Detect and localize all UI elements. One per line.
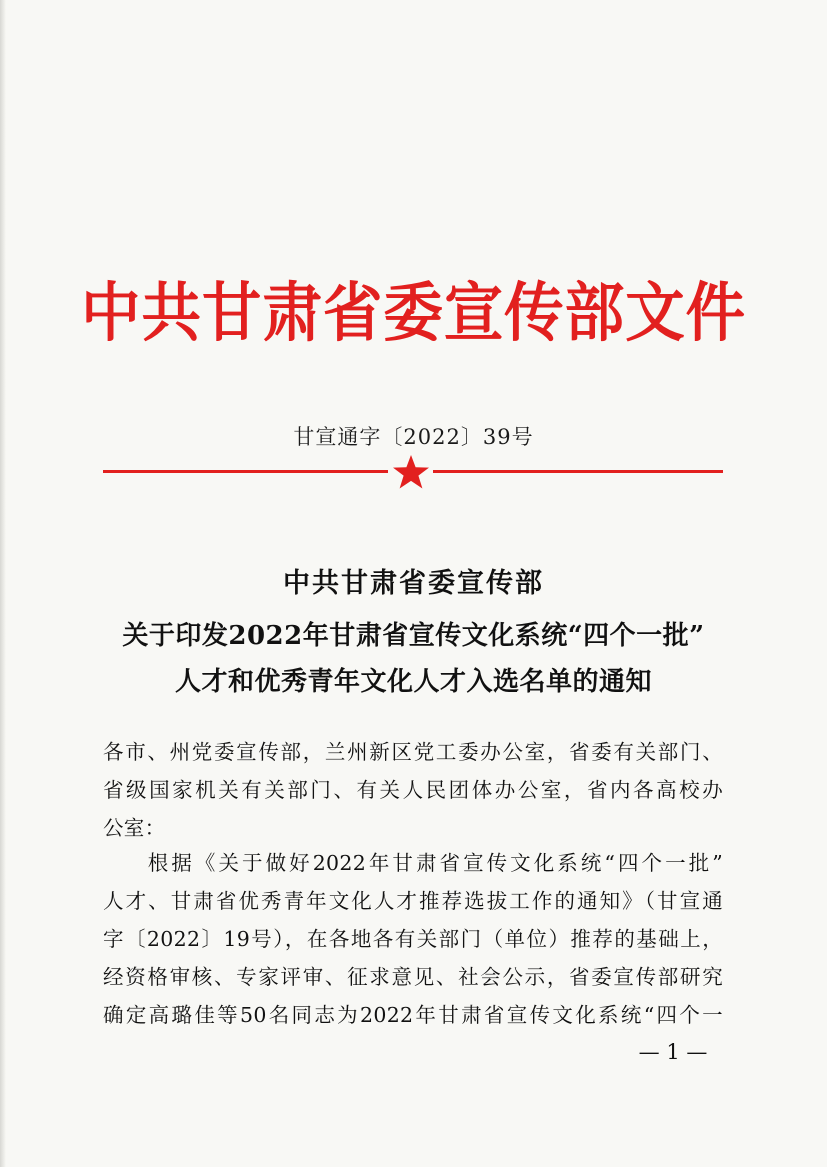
addressee-line: 公室：: [103, 816, 166, 840]
paragraph-line: [103, 844, 723, 882]
page-number: — 1 —: [638, 1040, 708, 1064]
notice-issuer: 中共甘肃省委宣传部: [283, 568, 544, 599]
notice-subject-line-2: 人才和优秀青年文化人才入选名单的通知: [174, 667, 652, 697]
document-number: 甘宣通字〔2022〕39号: [293, 425, 534, 449]
header-rule-right: [433, 470, 723, 473]
paragraph-line: 字〔2022〕19号），在各地各有关部门（单位）推荐的基础上，: [103, 927, 723, 951]
addressee-block: [103, 733, 723, 847]
notice-subject-line-1: 关于印发2022年甘肃省宣传文化系统“四个一批”: [122, 621, 705, 651]
paragraph-line-text: 根据《关于做好2022年甘肃省宣传文化系统“四个一批”: [145, 851, 723, 875]
paragraph-line: 人才、甘肃省优秀青年文化人才推荐选拔工作的通知》（甘宣通: [103, 889, 723, 913]
addressee-line: 省级国家机关有关部门、有关人民团体办公室，省内各高校办: [103, 778, 723, 802]
document-header-title: 中共甘肃省委宣传部文件: [81, 277, 746, 351]
body-paragraph: [103, 844, 723, 1034]
header-rule-left: [103, 470, 388, 473]
paragraph-line: 经资格审核、专家评审、征求意见、社会公示，省委宣传部研究: [103, 965, 723, 989]
paragraph-line: 确定高璐佳等50名同志为2022年甘肃省宣传文化系统“四个一: [103, 1003, 723, 1027]
addressee-line: 各市、州党委宣传部，兰州新区党工委办公室，省委有关部门、: [103, 740, 723, 764]
star-icon: [391, 454, 431, 490]
